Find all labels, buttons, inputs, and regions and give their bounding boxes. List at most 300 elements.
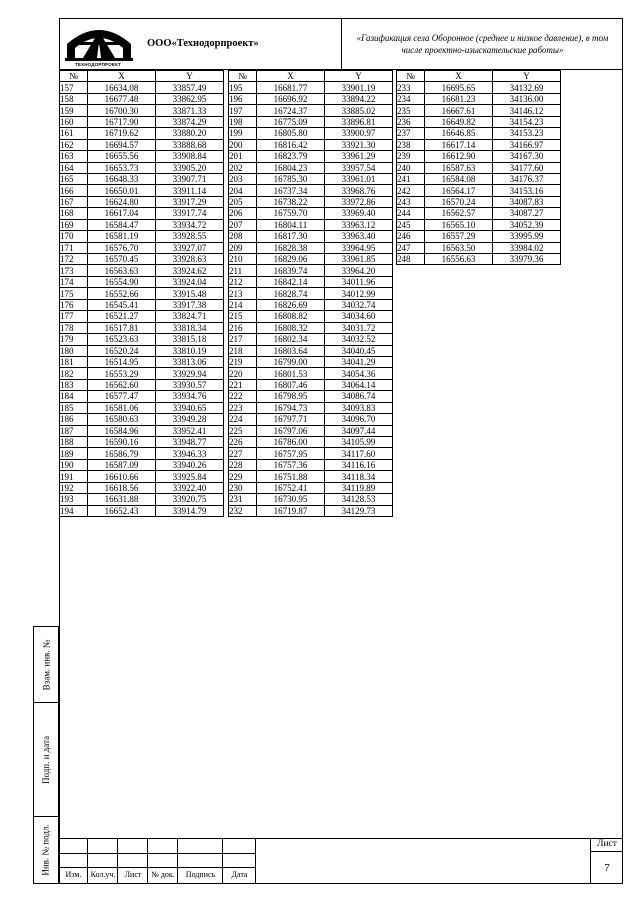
point-number: 173: [60, 265, 88, 276]
table-row: [229, 505, 393, 516]
title-block: [59, 838, 623, 884]
y-coordinate: 34064.14: [325, 379, 393, 390]
y-coordinate: 33964.95: [325, 242, 393, 253]
point-number: 163: [60, 151, 88, 162]
point-number: 194: [60, 505, 88, 516]
table-row: [397, 185, 561, 196]
point-number: 190: [60, 459, 88, 470]
stamp-label-data: Дата: [231, 870, 248, 879]
y-coordinate: 34153.16: [493, 185, 561, 196]
point-number: 158: [60, 93, 88, 104]
y-coordinate: 33914.79: [156, 505, 224, 516]
point-number: 231: [229, 494, 257, 505]
x-coordinate: 16655.56: [88, 151, 156, 162]
point-number: 198: [229, 116, 257, 127]
y-coordinate: 33922.40: [156, 482, 224, 493]
x-coordinate: 16565.10: [425, 219, 493, 230]
table-row: [397, 128, 561, 139]
logo-icon: [63, 22, 135, 62]
y-coordinate: 33934.72: [156, 219, 224, 230]
x-coordinate: 16801.53: [257, 368, 325, 379]
x-coordinate: 16752.41: [257, 482, 325, 493]
logo-caption: ТЕХНОДОРПРОЕКТ: [74, 62, 122, 67]
table-row: [397, 231, 561, 242]
table-row: [229, 437, 393, 448]
point-number: 182: [60, 368, 88, 379]
point-number: 225: [229, 425, 257, 436]
x-coordinate: 16584.96: [88, 425, 156, 436]
side-label-vzam: Взам. инв. №: [41, 639, 51, 690]
coordinates-table-2: [228, 70, 393, 517]
x-coordinate: 16719.87: [257, 505, 325, 516]
table-row: [60, 402, 224, 413]
x-coordinate: 16785.30: [257, 173, 325, 184]
table-row: [60, 242, 224, 253]
point-number: 206: [229, 208, 257, 219]
col-header-y: Y: [156, 71, 224, 82]
y-coordinate: 33924.04: [156, 276, 224, 287]
x-coordinate: 16677.48: [88, 93, 156, 104]
x-coordinate: 16823.79: [257, 151, 325, 162]
point-number: 223: [229, 402, 257, 413]
stamp-label-kolich: Кол.уч.: [90, 870, 116, 879]
y-coordinate: 33815.18: [156, 334, 224, 345]
y-coordinate: 34040.45: [325, 345, 393, 356]
x-coordinate: 16694.57: [88, 139, 156, 150]
y-coordinate: 33924.62: [156, 265, 224, 276]
y-coordinate: 33946.33: [156, 448, 224, 459]
y-coordinate: 34032.52: [325, 334, 393, 345]
table-row: [229, 379, 393, 390]
point-number: 248: [397, 254, 425, 265]
y-coordinate: 33961.29: [325, 151, 393, 162]
x-coordinate: 16653.73: [88, 162, 156, 173]
table-row: [229, 162, 393, 173]
point-number: 212: [229, 276, 257, 287]
point-number: 228: [229, 459, 257, 470]
y-coordinate: 34177.60: [493, 162, 561, 173]
x-coordinate: 16803.64: [257, 345, 325, 356]
y-coordinate: 33963.12: [325, 219, 393, 230]
table-row: [229, 128, 393, 139]
table-row: [60, 173, 224, 184]
point-number: 174: [60, 276, 88, 287]
table-row: [60, 265, 224, 276]
x-coordinate: 16617.04: [88, 208, 156, 219]
point-number: 219: [229, 356, 257, 367]
x-coordinate: 16563.50: [425, 242, 493, 253]
x-coordinate: 16650.01: [88, 185, 156, 196]
y-coordinate: 34119.89: [325, 482, 393, 493]
point-number: 196: [229, 93, 257, 104]
x-coordinate: 16587.09: [88, 459, 156, 470]
table-row: [229, 208, 393, 219]
table-row: [60, 208, 224, 219]
point-number: 224: [229, 414, 257, 425]
table-row: [397, 242, 561, 253]
y-coordinate: 33964.20: [325, 265, 393, 276]
point-number: 187: [60, 425, 88, 436]
point-number: 177: [60, 311, 88, 322]
point-number: 233: [397, 82, 425, 93]
table-row: [229, 322, 393, 333]
table-row: [60, 368, 224, 379]
table-row: [229, 402, 393, 413]
y-coordinate: 33907.71: [156, 173, 224, 184]
x-coordinate: 16719.62: [88, 128, 156, 139]
point-number: 234: [397, 93, 425, 104]
table-row: [60, 345, 224, 356]
x-coordinate: 16730.95: [257, 494, 325, 505]
table-row: [229, 494, 393, 505]
y-coordinate: 34087.27: [493, 208, 561, 219]
y-coordinate: 33995.99: [493, 231, 561, 242]
point-number: 160: [60, 116, 88, 127]
table-row: [229, 299, 393, 310]
side-label-inv: Инв. № подл.: [41, 824, 51, 876]
x-coordinate: 16759.70: [257, 208, 325, 219]
y-coordinate: 34087.83: [493, 196, 561, 207]
point-number: 164: [60, 162, 88, 173]
x-coordinate: 16804.11: [257, 219, 325, 230]
table-row: [229, 288, 393, 299]
table-row: [60, 185, 224, 196]
y-coordinate: 33915.48: [156, 288, 224, 299]
point-number: 166: [60, 185, 88, 196]
table-row: [397, 139, 561, 150]
table-row: [397, 105, 561, 116]
point-number: 202: [229, 162, 257, 173]
sheet-number-box: [590, 838, 623, 884]
y-coordinate: 33928.55: [156, 231, 224, 242]
point-number: 162: [60, 139, 88, 150]
x-coordinate: 16797.71: [257, 414, 325, 425]
x-coordinate: 16520.24: [88, 345, 156, 356]
x-coordinate: 16798.95: [257, 391, 325, 402]
table-row: [60, 322, 224, 333]
point-number: 168: [60, 208, 88, 219]
col-header-number: №: [229, 71, 257, 82]
x-coordinate: 16554.90: [88, 276, 156, 287]
y-coordinate: 33925.84: [156, 471, 224, 482]
table-row: [229, 173, 393, 184]
x-coordinate: 16557.29: [425, 231, 493, 242]
x-coordinate: 16797.06: [257, 425, 325, 436]
x-coordinate: 16590.16: [88, 437, 156, 448]
stamp-label-podpis: Подпись: [185, 870, 216, 879]
table-row: [397, 93, 561, 104]
col-header-x: X: [425, 71, 493, 82]
y-coordinate: 34132.69: [493, 82, 561, 93]
point-number: 213: [229, 288, 257, 299]
table-row: [229, 105, 393, 116]
y-coordinate: 33810.19: [156, 345, 224, 356]
point-number: 184: [60, 391, 88, 402]
table-row: [60, 151, 224, 162]
table-row: [229, 276, 393, 287]
y-coordinate: 34031.72: [325, 322, 393, 333]
x-coordinate: 16563.63: [88, 265, 156, 276]
y-coordinate: 33908.84: [156, 151, 224, 162]
y-coordinate: 34176.37: [493, 173, 561, 184]
point-number: 167: [60, 196, 88, 207]
x-coordinate: 16757.36: [257, 459, 325, 470]
y-coordinate: 33900.97: [325, 128, 393, 139]
point-number: 183: [60, 379, 88, 390]
x-coordinate: 16817.30: [257, 231, 325, 242]
table-row: [229, 116, 393, 127]
point-number: 216: [229, 322, 257, 333]
table-row: [60, 288, 224, 299]
x-coordinate: 16724.37: [257, 105, 325, 116]
y-coordinate: 34052.39: [493, 219, 561, 230]
y-coordinate: 34136.00: [493, 93, 561, 104]
table-row: [229, 414, 393, 425]
table-row: [397, 173, 561, 184]
table-row: [397, 219, 561, 230]
y-coordinate: 34154.23: [493, 116, 561, 127]
y-coordinate: 34012.99: [325, 288, 393, 299]
point-number: 232: [229, 505, 257, 516]
x-coordinate: 16751.88: [257, 471, 325, 482]
point-number: 197: [229, 105, 257, 116]
y-coordinate: 33972.86: [325, 196, 393, 207]
point-number: 172: [60, 254, 88, 265]
table-row: [60, 139, 224, 150]
point-number: 244: [397, 208, 425, 219]
table-header-row: [60, 71, 224, 82]
y-coordinate: 33948.77: [156, 437, 224, 448]
point-number: 189: [60, 448, 88, 459]
x-coordinate: 16562.57: [425, 208, 493, 219]
table-row: [397, 151, 561, 162]
y-coordinate: 33968.76: [325, 185, 393, 196]
point-number: 208: [229, 231, 257, 242]
y-coordinate: 33885.02: [325, 105, 393, 116]
y-coordinate: 33905.20: [156, 162, 224, 173]
y-coordinate: 33952.41: [156, 425, 224, 436]
table-row: [60, 93, 224, 104]
point-number: 211: [229, 265, 257, 276]
point-number: 188: [60, 437, 88, 448]
y-coordinate: 33880.20: [156, 128, 224, 139]
point-number: 205: [229, 196, 257, 207]
table-header-row: [397, 71, 561, 82]
table-header-row: [229, 71, 393, 82]
y-coordinate: 34116.16: [325, 459, 393, 470]
table-row: [229, 242, 393, 253]
y-coordinate: 33911.14: [156, 185, 224, 196]
y-coordinate: 34041.29: [325, 356, 393, 367]
x-coordinate: 16587.63: [425, 162, 493, 173]
table-row: [229, 471, 393, 482]
point-number: 238: [397, 139, 425, 150]
x-coordinate: 16681.77: [257, 82, 325, 93]
y-coordinate: 33818.34: [156, 322, 224, 333]
table-row: [229, 334, 393, 345]
x-coordinate: 16581.06: [88, 402, 156, 413]
point-number: 170: [60, 231, 88, 242]
y-coordinate: 34128.53: [325, 494, 393, 505]
point-number: 221: [229, 379, 257, 390]
table-row: [229, 139, 393, 150]
y-coordinate: 33984.02: [493, 242, 561, 253]
y-coordinate: 33824.71: [156, 311, 224, 322]
y-coordinate: 33857.49: [156, 82, 224, 93]
point-number: 239: [397, 151, 425, 162]
x-coordinate: 16667.61: [425, 105, 493, 116]
y-coordinate: 34093.83: [325, 402, 393, 413]
y-coordinate: 33896.81: [325, 116, 393, 127]
y-coordinate: 34167.30: [493, 151, 561, 162]
x-coordinate: 16649.82: [425, 116, 493, 127]
table-row: [397, 116, 561, 127]
table-row: [229, 356, 393, 367]
point-number: 246: [397, 231, 425, 242]
point-number: 245: [397, 219, 425, 230]
point-number: 192: [60, 482, 88, 493]
table-row: [60, 494, 224, 505]
x-coordinate: 16839.74: [257, 265, 325, 276]
x-coordinate: 16552.66: [88, 288, 156, 299]
y-coordinate: 33940.26: [156, 459, 224, 470]
table-row: [60, 471, 224, 482]
y-coordinate: 33927.07: [156, 242, 224, 253]
x-coordinate: 16802.34: [257, 334, 325, 345]
y-coordinate: 34097.44: [325, 425, 393, 436]
table-row: [229, 254, 393, 265]
x-coordinate: 16648.33: [88, 173, 156, 184]
company-logo: [59, 18, 139, 69]
x-coordinate: 16829.06: [257, 254, 325, 265]
y-coordinate: 33949.28: [156, 414, 224, 425]
point-number: 237: [397, 128, 425, 139]
table-row: [229, 196, 393, 207]
table-row: [60, 459, 224, 470]
y-coordinate: 33894.22: [325, 93, 393, 104]
col-header-x: X: [257, 71, 325, 82]
point-number: 165: [60, 173, 88, 184]
point-number: 175: [60, 288, 88, 299]
y-coordinate: 34011.96: [325, 276, 393, 287]
point-number: 241: [397, 173, 425, 184]
point-number: 209: [229, 242, 257, 253]
x-coordinate: 16695.65: [425, 82, 493, 93]
point-number: 207: [229, 219, 257, 230]
y-coordinate: 34166.97: [493, 139, 561, 150]
x-coordinate: 16717.90: [88, 116, 156, 127]
point-number: 247: [397, 242, 425, 253]
table-row: [60, 116, 224, 127]
y-coordinate: 33969.40: [325, 208, 393, 219]
x-coordinate: 16612.90: [425, 151, 493, 162]
y-coordinate: 33961.01: [325, 173, 393, 184]
sheet-label: Лист: [597, 839, 617, 849]
y-coordinate: 33813.06: [156, 356, 224, 367]
x-coordinate: 16553.29: [88, 368, 156, 379]
x-coordinate: 16576.70: [88, 242, 156, 253]
table-row: [60, 482, 224, 493]
x-coordinate: 16618.56: [88, 482, 156, 493]
table-row: [60, 379, 224, 390]
point-number: 227: [229, 448, 257, 459]
table-row: [229, 459, 393, 470]
x-coordinate: 16794.73: [257, 402, 325, 413]
point-number: 236: [397, 116, 425, 127]
stamp-label-ndok: № док.: [151, 870, 175, 879]
point-number: 195: [229, 82, 257, 93]
x-coordinate: 16624.80: [88, 196, 156, 207]
point-number: 218: [229, 345, 257, 356]
point-number: 203: [229, 173, 257, 184]
x-coordinate: 16681.23: [425, 93, 493, 104]
x-coordinate: 16586.79: [88, 448, 156, 459]
table-row: [60, 196, 224, 207]
point-number: 169: [60, 219, 88, 230]
table-row: [60, 128, 224, 139]
table-row: [229, 425, 393, 436]
x-coordinate: 16805.80: [257, 128, 325, 139]
y-coordinate: 34146.12: [493, 105, 561, 116]
x-coordinate: 16757.95: [257, 448, 325, 459]
y-coordinate: 33874.29: [156, 116, 224, 127]
x-coordinate: 16808.32: [257, 322, 325, 333]
y-coordinate: 33957.54: [325, 162, 393, 173]
y-coordinate: 33928.63: [156, 254, 224, 265]
point-number: 214: [229, 299, 257, 310]
x-coordinate: 16646.85: [425, 128, 493, 139]
document-header: [59, 18, 623, 70]
point-number: 220: [229, 368, 257, 379]
table-row: [397, 162, 561, 173]
table-row: [60, 311, 224, 322]
y-coordinate: 33871.33: [156, 105, 224, 116]
point-number: 179: [60, 334, 88, 345]
point-number: 181: [60, 356, 88, 367]
x-coordinate: 16610.66: [88, 471, 156, 482]
point-number: 242: [397, 185, 425, 196]
y-coordinate: 34129.73: [325, 505, 393, 516]
point-number: 180: [60, 345, 88, 356]
x-coordinate: 16634.08: [88, 82, 156, 93]
x-coordinate: 16842.14: [257, 276, 325, 287]
table-row: [60, 276, 224, 287]
point-number: 201: [229, 151, 257, 162]
project-title: «Газификация села Оборонное (среднее и низкое давление), в том числе проектно-изыскательские работы»: [356, 32, 609, 55]
table-row: [397, 254, 561, 265]
table-row: [60, 414, 224, 425]
x-coordinate: 16786.00: [257, 437, 325, 448]
point-number: 235: [397, 105, 425, 116]
point-number: 176: [60, 299, 88, 310]
col-header-number: №: [397, 71, 425, 82]
table-row: [229, 311, 393, 322]
table-row: [60, 231, 224, 242]
y-coordinate: 33888.68: [156, 139, 224, 150]
side-label-podp: Подп. и дата: [41, 735, 51, 784]
y-coordinate: 33979.36: [493, 254, 561, 265]
table-row: [229, 345, 393, 356]
table-row: [397, 82, 561, 93]
col-header-y: Y: [493, 71, 561, 82]
table-row: [60, 82, 224, 93]
table-row: [229, 391, 393, 402]
x-coordinate: 16580.63: [88, 414, 156, 425]
table-row: [397, 208, 561, 219]
table-row: [229, 231, 393, 242]
x-coordinate: 16514.95: [88, 356, 156, 367]
point-number: 185: [60, 402, 88, 413]
